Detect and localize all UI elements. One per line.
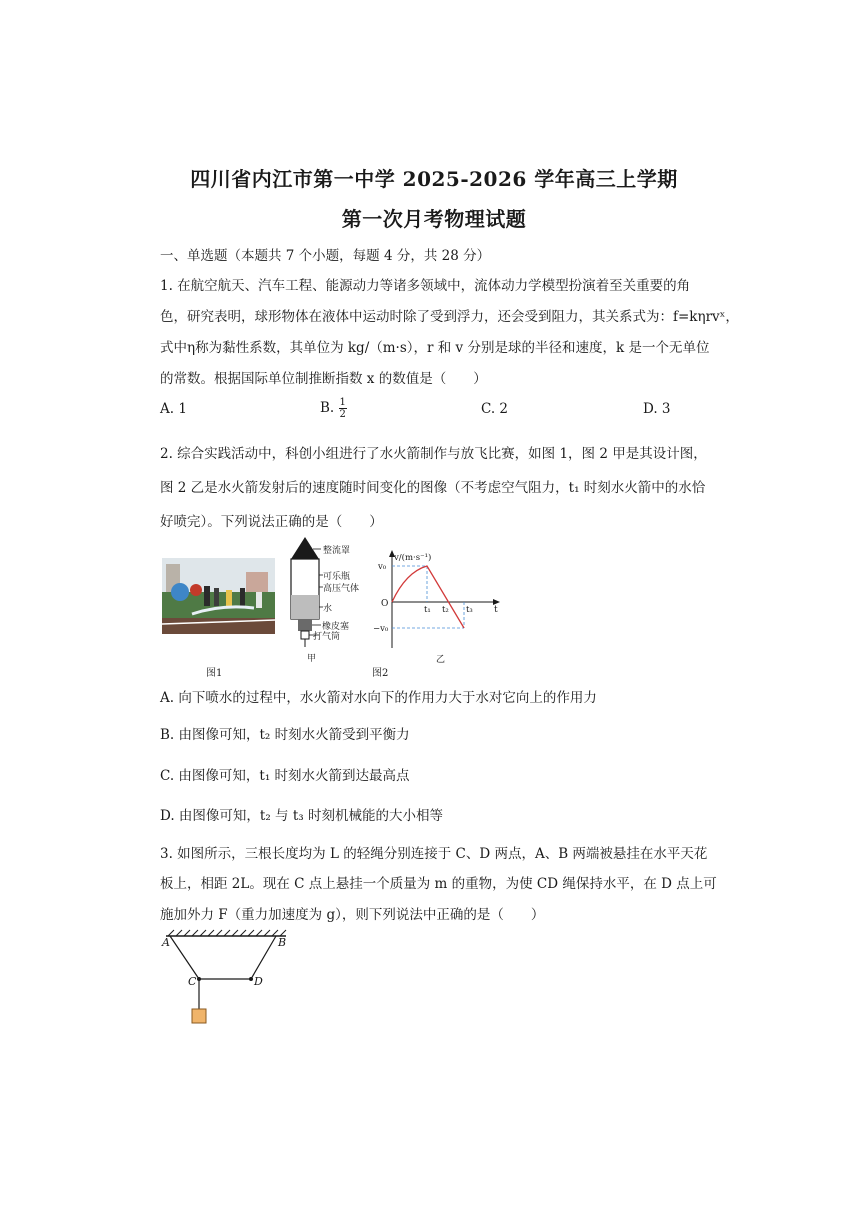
- fairing-shape: [291, 537, 319, 559]
- water-shape: [291, 595, 319, 619]
- fig2-caption: 图2: [372, 668, 389, 679]
- q1-option-c: C. 2: [481, 401, 509, 417]
- rope-diagram: [158, 928, 308, 1028]
- q2-text-line2: 图 2 乙是水火箭发射后的速度随时间变化的图像（不考虑空气阻力，t₁ 时刻水火箭中的水恰: [160, 480, 706, 496]
- q3-text-line2: 板上，相距 2L。现在 C 点上悬挂一个质量为 m 的重物，为使 CD 绳保持水平，在 D 点上可: [160, 876, 717, 892]
- label-jia: 甲: [307, 654, 317, 664]
- graph-t2-label: t₂: [442, 605, 449, 615]
- q1-text-line1: 1. 在航空航天、汽车工程、能源动力等诸多领域中，流体动力学模型扮演着至关重要的角: [160, 278, 691, 294]
- q2-option-a: A. 向下喷水的过程中，水火箭对水向下的作用力大于水对它向上的作用力: [160, 690, 597, 706]
- label-stopper: 橡皮塞: [322, 622, 350, 632]
- point-d: [249, 977, 253, 981]
- rocket-diagram: [283, 535, 378, 665]
- q3-text-line1: 3. 如图所示，三根长度均为 L 的轻绳分别连接于 C、D 两点，A、B 两端被悬挂在水平天花: [160, 846, 708, 862]
- graph-t1-label: t₁: [424, 605, 431, 615]
- graph-origin-label: O: [381, 599, 389, 609]
- weight-block: [192, 1009, 206, 1023]
- label-c: C: [188, 975, 197, 988]
- velocity-curve: [392, 566, 464, 628]
- velocity-time-graph: [370, 548, 505, 666]
- q1-text-line3: 式中η称为黏性系数，其单位为 kg/（m·s），r 和 v 分别是球的半径和速度，k 是一个无单位: [160, 340, 710, 356]
- graph-v0-label: v₀: [378, 562, 387, 572]
- q1-option-b-numerator: 1: [339, 397, 346, 408]
- q1-text-line4: 的常数。根据国际单位制推断指数 x 的数值是（ ）: [160, 371, 487, 387]
- q1-option-b-fraction: [339, 397, 347, 420]
- graph-t3-label: t₃: [466, 605, 473, 615]
- fig1-caption: 图1: [206, 668, 223, 679]
- q1-option-b-label: B.: [320, 400, 335, 416]
- label-b: B: [278, 936, 287, 949]
- water-rocket-photo: [162, 558, 275, 634]
- label-bottle: 可乐瓶: [323, 572, 351, 582]
- rope-ac: [170, 936, 199, 979]
- q3-text-line3: 施加外力 F（重力加速度为 g），则下列说法中正确的是（ ）: [160, 907, 545, 923]
- rope-db: [251, 936, 276, 979]
- label-d: D: [254, 975, 263, 988]
- q2-text-line1: 2. 综合实践活动中，科创小组进行了水火箭制作与放飞比赛，如图 1，图 2 甲是其设计图，: [160, 446, 707, 462]
- graph-neg-v0-label: −v₀: [373, 624, 389, 634]
- q2-option-b: B. 由图像可知，t₂ 时刻水火箭受到平衡力: [160, 727, 410, 743]
- page-title-line2: 第一次月考物理试题: [341, 207, 527, 231]
- point-c: [197, 977, 201, 981]
- section-heading: 一、单选题（本题共 7 个小题，每题 4 分，共 28 分）: [160, 248, 491, 264]
- page-title-line1: 四川省内江市第一中学 2025-2026 学年高三上学期: [190, 167, 678, 191]
- label-gas: 高压气体: [323, 584, 360, 594]
- q1-option-b-denominator: 2: [339, 409, 346, 420]
- label-fairing: 整流罩: [323, 546, 351, 556]
- q1-option-b: [320, 397, 347, 420]
- q1-text-line2: 色，研究表明，球形物体在液体中运动时除了受到浮力，还会受到阻力，其关系式为：f=kηrvˣ，: [160, 309, 739, 325]
- label-pump: 打气筒: [313, 632, 341, 642]
- q2-option-d: D. 由图像可知，t₂ 与 t₃ 时刻机械能的大小相等: [160, 808, 443, 824]
- q2-text-line3: 好喷完）。下列说法正确的是（ ）: [160, 514, 383, 530]
- q1-option-a: A. 1: [160, 401, 187, 417]
- stopper-shape: [298, 619, 312, 631]
- graph-ylabel: v/(m·s⁻¹): [394, 553, 432, 563]
- pump-shape: [301, 631, 309, 639]
- label-yi: 乙: [436, 655, 446, 665]
- graph-t-label: t: [494, 605, 498, 615]
- label-water: 水: [323, 604, 333, 614]
- q1-option-d: D. 3: [643, 401, 671, 417]
- q2-option-c: C. 由图像可知，t₁ 时刻水火箭到达最高点: [160, 768, 410, 784]
- label-a: A: [162, 936, 170, 949]
